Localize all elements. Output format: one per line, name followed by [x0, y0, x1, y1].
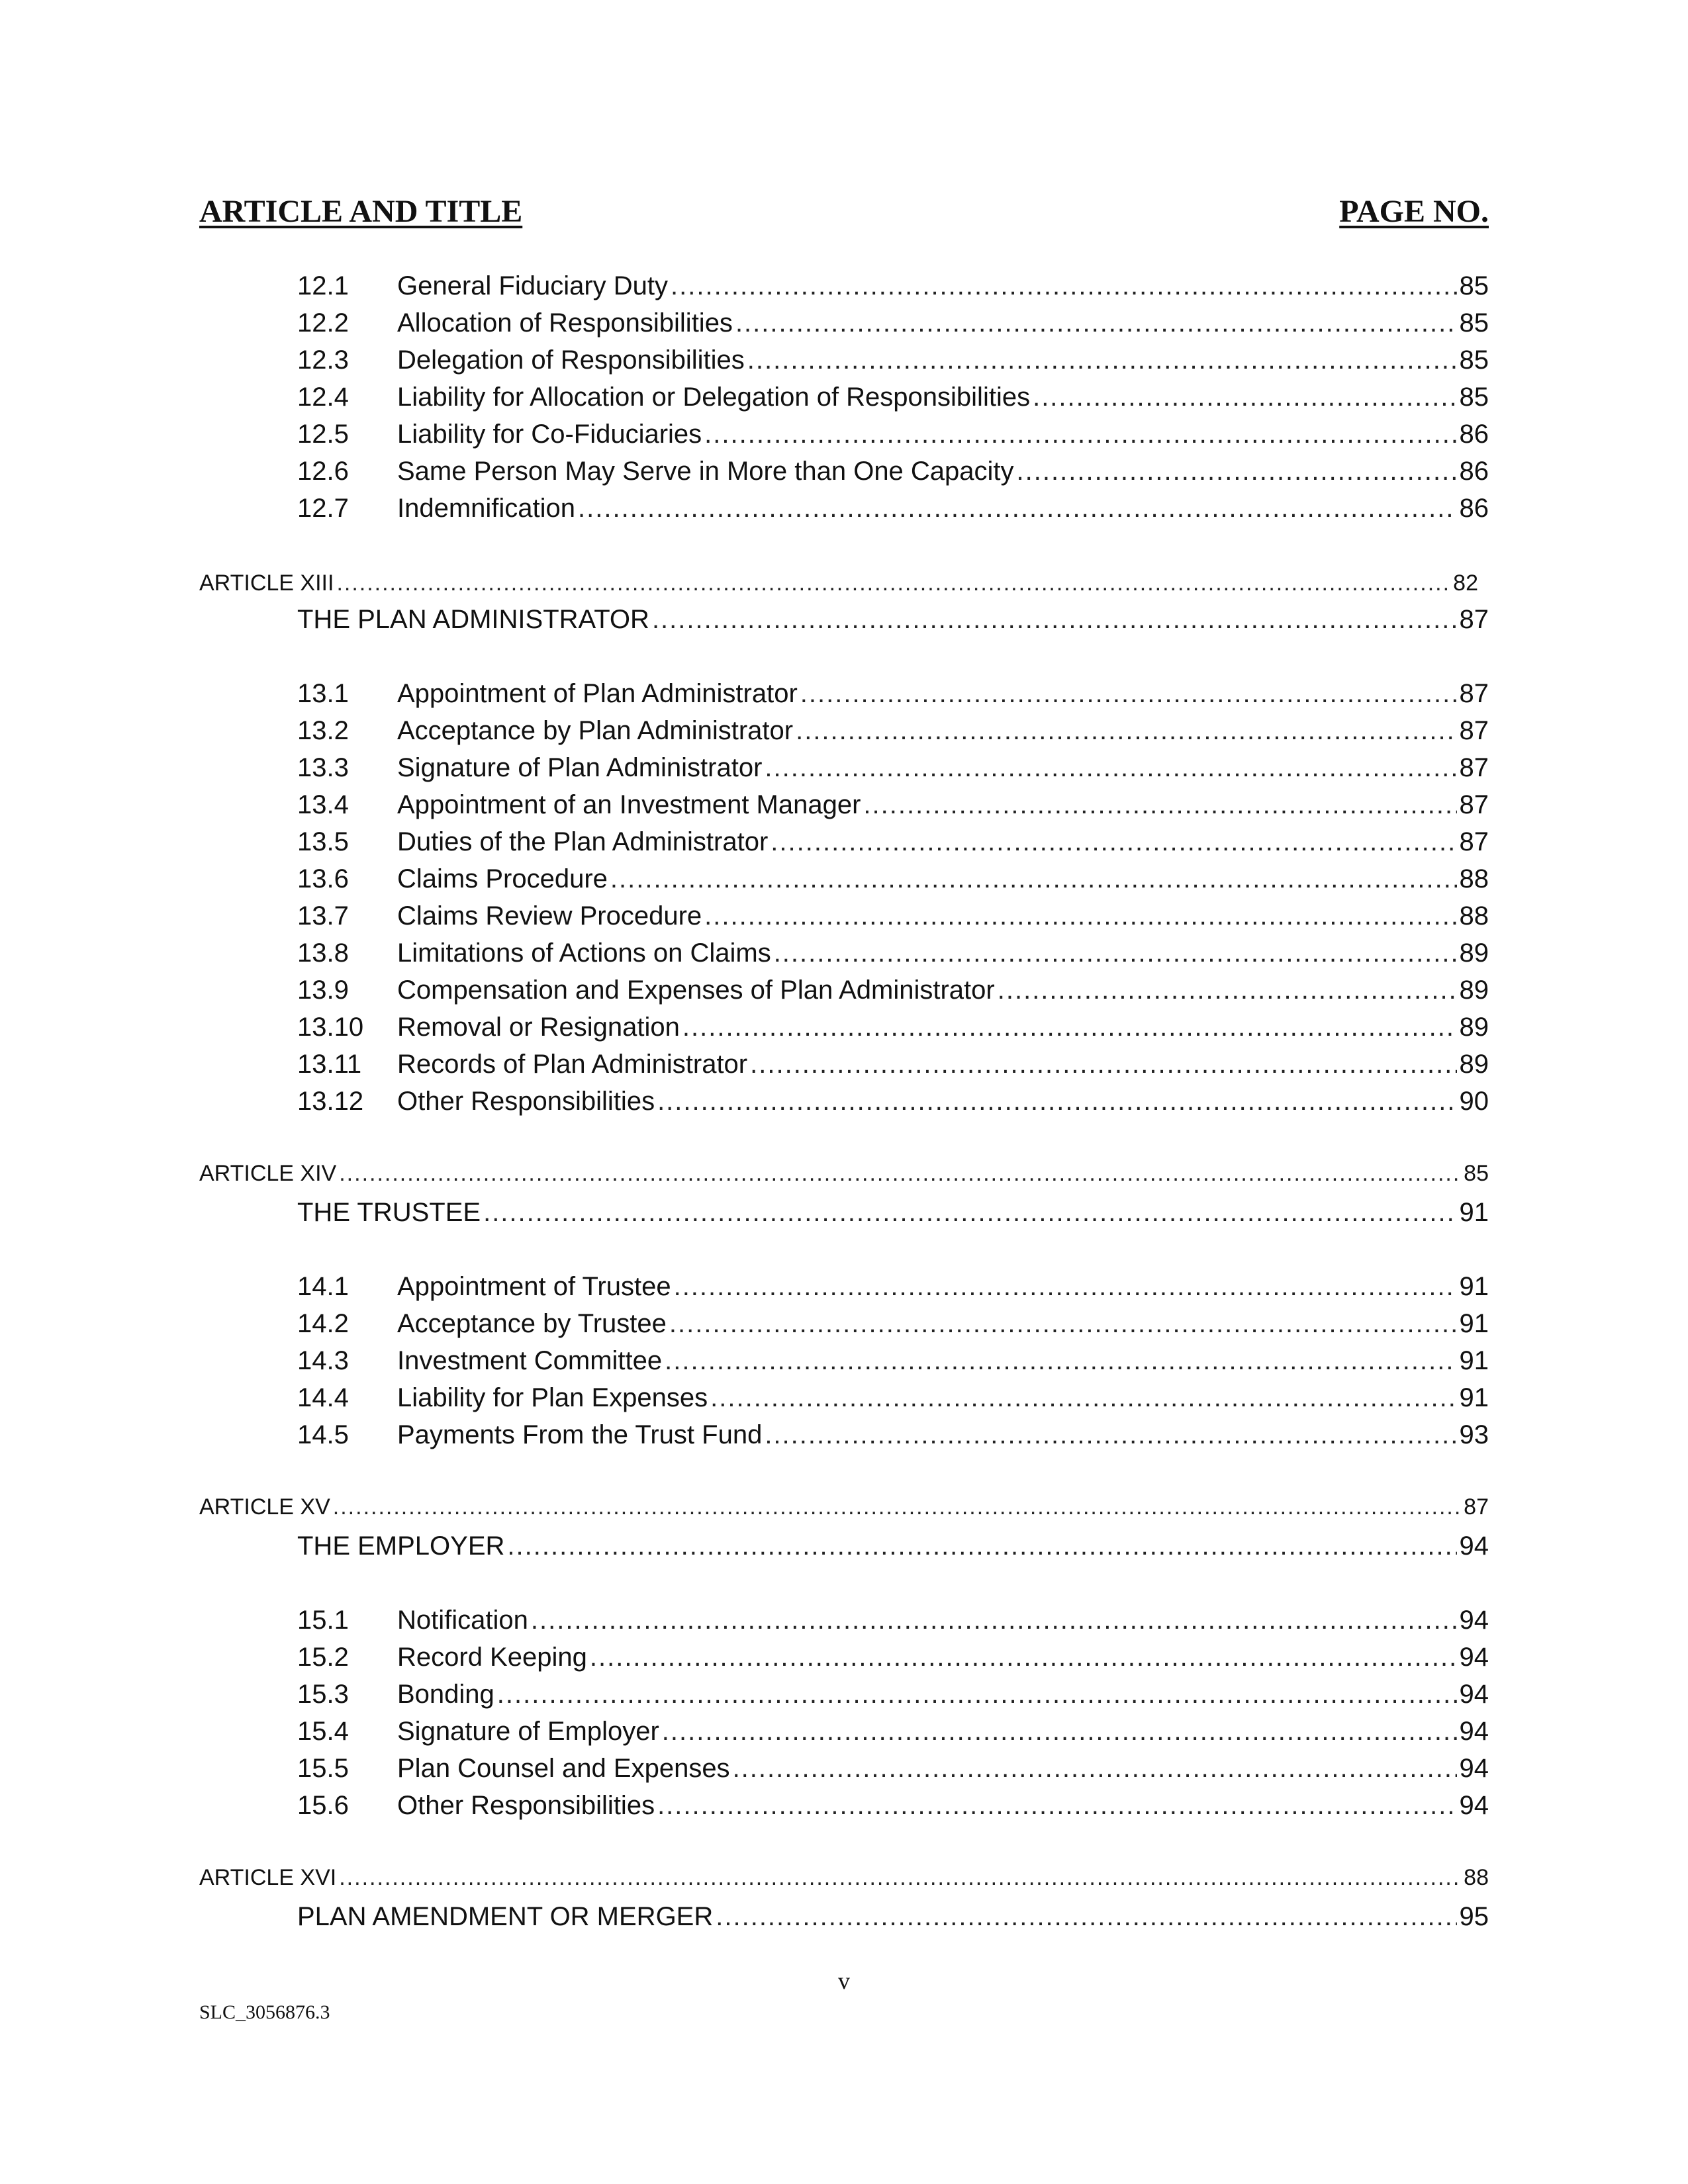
section-number: 14.1	[297, 1272, 349, 1301]
dot-leader	[674, 1273, 1457, 1300]
section-title: Liability for Plan Expenses	[397, 1383, 708, 1412]
dot-leader	[590, 1644, 1457, 1670]
section-title: Records of Plan Administrator	[397, 1050, 748, 1079]
section-title: Claims Review Procedure	[397, 901, 702, 931]
page-number: 87	[1464, 1494, 1489, 1520]
toc-entry	[297, 940, 1489, 966]
toc-entry	[297, 977, 1489, 1003]
section-number: 12.7	[297, 494, 349, 523]
article-title: THE EMPLOYER	[297, 1531, 505, 1561]
dot-leader	[483, 1199, 1456, 1226]
toc-entry	[297, 1681, 1489, 1707]
section-title: Removal or Resignation	[397, 1013, 680, 1042]
toc-entry	[297, 903, 1489, 929]
dot-leader	[665, 1347, 1456, 1374]
dot-leader	[1017, 458, 1457, 484]
page-number: 94	[1459, 1606, 1489, 1635]
dot-leader	[578, 495, 1456, 522]
section-number: 13.2	[297, 716, 349, 745]
page-number: 85	[1459, 271, 1489, 300]
section-number: 12.2	[297, 308, 349, 338]
toc-entry	[297, 273, 1489, 299]
page-number: 87	[1459, 605, 1489, 634]
page-number: 91	[1459, 1198, 1489, 1227]
page-number: 88	[1464, 1865, 1489, 1890]
section-number: 12.1	[297, 271, 349, 300]
section-title: Bonding	[397, 1680, 494, 1709]
page-number: 93	[1459, 1420, 1489, 1449]
article-heading	[199, 1866, 1489, 1889]
page-number: 87	[1459, 679, 1489, 708]
dot-leader	[800, 680, 1457, 707]
page-number: 85	[1459, 345, 1489, 375]
dot-leader	[671, 273, 1456, 299]
dot-leader	[682, 1014, 1457, 1040]
toc-entry	[297, 866, 1489, 892]
dot-leader	[710, 1385, 1456, 1411]
dot-leader	[652, 606, 1457, 633]
article-heading	[199, 572, 1478, 594]
dot-leader	[339, 1866, 1461, 1889]
toc-entry	[297, 1347, 1489, 1374]
dot-leader	[531, 1607, 1457, 1633]
page-number: 94	[1459, 1717, 1489, 1746]
page-number: 94	[1459, 1791, 1489, 1820]
page-number: 87	[1459, 790, 1489, 819]
dot-leader	[716, 1903, 1456, 1930]
dot-leader	[735, 310, 1457, 336]
dot-leader	[863, 792, 1456, 818]
footer-page-number: v	[838, 1968, 850, 1994]
dot-leader	[750, 1051, 1456, 1077]
toc-entry	[297, 458, 1489, 484]
page-number: 87	[1459, 753, 1489, 782]
toc-entry	[297, 717, 1489, 744]
section-number: 13.11	[297, 1050, 362, 1079]
section-title: Same Person May Serve in More than One Capacity	[397, 457, 1014, 486]
toc-entry	[297, 1792, 1489, 1819]
section-title: Appointment of Trustee	[397, 1272, 671, 1301]
page-number: 89	[1459, 1050, 1489, 1079]
section-number: 12.6	[297, 457, 349, 486]
dot-leader	[774, 940, 1457, 966]
article-title: THE PLAN ADMINISTRATOR	[297, 605, 649, 634]
dot-leader	[662, 1718, 1457, 1745]
page-number: 87	[1459, 827, 1489, 856]
section-number: 13.5	[297, 827, 349, 856]
dot-leader	[610, 866, 1457, 892]
article-title: PLAN AMENDMENT OR MERGER	[297, 1902, 714, 1931]
section-number: 13.10	[297, 1013, 364, 1042]
section-title: Duties of the Plan Administrator	[397, 827, 769, 856]
toc-entry	[297, 1422, 1489, 1448]
section-title: Notification	[397, 1606, 528, 1635]
toc-entry	[297, 1718, 1489, 1745]
toc-entry	[297, 1014, 1489, 1040]
section-title: Other Responsibilities	[397, 1087, 655, 1116]
section-title: Limitations of Actions on Claims	[397, 938, 771, 968]
section-title: Claims Procedure	[397, 864, 608, 893]
toc-entry	[297, 1310, 1489, 1337]
column-header-article: ARTICLE AND TITLE	[199, 194, 523, 229]
page-number: 85	[1464, 1161, 1489, 1186]
page-number: 94	[1459, 1531, 1489, 1561]
page-number: 85	[1459, 308, 1489, 338]
article-heading	[199, 1496, 1489, 1518]
section-number: 13.12	[297, 1087, 364, 1116]
article-heading	[199, 1162, 1489, 1185]
toc-entry	[297, 1051, 1489, 1077]
section-title: Delegation of Responsibilities	[397, 345, 745, 375]
section-number: 14.4	[297, 1383, 349, 1412]
page-number: 89	[1459, 938, 1489, 968]
page-number: 88	[1459, 901, 1489, 931]
toc-entry	[297, 1755, 1489, 1782]
dot-leader	[1033, 384, 1456, 410]
page-number: 91	[1459, 1272, 1489, 1301]
section-number: 15.6	[297, 1791, 349, 1820]
section-number: 15.2	[297, 1643, 349, 1672]
section-number: 14.2	[297, 1309, 349, 1338]
section-title: Compensation and Expenses of Plan Administrator	[397, 976, 995, 1005]
section-title: Record Keeping	[397, 1643, 587, 1672]
toc-entry	[297, 1385, 1489, 1411]
dot-leader	[704, 421, 1456, 447]
dot-leader	[336, 572, 1450, 594]
dot-leader	[657, 1792, 1456, 1819]
toc-entry	[297, 421, 1489, 447]
page-number: 91	[1459, 1309, 1489, 1338]
toc-entry	[297, 384, 1489, 410]
section-title: Signature of Plan Administrator	[397, 753, 763, 782]
dot-leader	[339, 1162, 1461, 1185]
document-id: SLC_3056876.3	[199, 2001, 330, 2023]
page-number: 89	[1459, 1013, 1489, 1042]
section-number: 13.6	[297, 864, 349, 893]
section-title: Appointment of an Investment Manager	[397, 790, 861, 819]
page-number: 88	[1459, 864, 1489, 893]
section-title: Investment Committee	[397, 1346, 663, 1375]
dot-leader	[998, 977, 1457, 1003]
section-number: 13.8	[297, 938, 349, 968]
page-number: 87	[1459, 716, 1489, 745]
toc-entry	[297, 347, 1489, 373]
section-number: 12.4	[297, 383, 349, 412]
section-title: Acceptance by Plan Administrator	[397, 716, 794, 745]
page-number: 82	[1453, 570, 1478, 596]
article-title-entry	[297, 606, 1489, 633]
section-number: 14.5	[297, 1420, 349, 1449]
column-header-page: PAGE NO.	[1339, 194, 1489, 229]
page-number: 90	[1459, 1087, 1489, 1116]
section-title: Liability for Allocation or Delegation of Responsibilities	[397, 383, 1031, 412]
section-title: Signature of Employer	[397, 1717, 659, 1746]
dot-leader	[497, 1681, 1457, 1707]
toc-entry	[297, 792, 1489, 818]
page-number: 94	[1459, 1754, 1489, 1783]
dot-leader	[333, 1496, 1461, 1518]
dot-leader	[733, 1755, 1457, 1782]
dot-leader	[507, 1533, 1456, 1559]
dot-leader	[771, 829, 1456, 855]
article-title: THE TRUSTEE	[297, 1198, 481, 1227]
section-title: Liability for Co-Fiduciaries	[397, 420, 702, 449]
toc-entry	[297, 495, 1489, 522]
section-number: 15.4	[297, 1717, 349, 1746]
page-number: 86	[1459, 494, 1489, 523]
article-title-entry	[297, 1533, 1489, 1559]
article-label: ARTICLE XIV	[199, 1161, 337, 1186]
page-number: 89	[1459, 976, 1489, 1005]
page-number: 86	[1459, 420, 1489, 449]
section-number: 12.5	[297, 420, 349, 449]
section-number: 13.4	[297, 790, 349, 819]
section-number: 15.5	[297, 1754, 349, 1783]
dot-leader	[657, 1088, 1456, 1115]
article-label: ARTICLE XV	[199, 1494, 330, 1520]
section-title: Indemnification	[397, 494, 576, 523]
section-number: 15.3	[297, 1680, 349, 1709]
toc-entry	[297, 754, 1489, 781]
section-title: Payments From the Trust Fund	[397, 1420, 763, 1449]
page-number: 91	[1459, 1383, 1489, 1412]
page-number: 85	[1459, 383, 1489, 412]
toc-entry	[297, 310, 1489, 336]
dot-leader	[765, 1422, 1456, 1448]
section-title: Other Responsibilities	[397, 1791, 655, 1820]
section-title: Appointment of Plan Administrator	[397, 679, 798, 708]
page-number: 95	[1459, 1902, 1489, 1931]
toc-entry	[297, 829, 1489, 855]
article-title-entry	[297, 1199, 1489, 1226]
section-number: 15.1	[297, 1606, 349, 1635]
article-label: ARTICLE XVI	[199, 1865, 337, 1890]
section-title: Allocation of Responsibilities	[397, 308, 733, 338]
section-number: 13.1	[297, 679, 349, 708]
article-label: ARTICLE XIII	[199, 570, 334, 596]
page-number: 86	[1459, 457, 1489, 486]
dot-leader	[704, 903, 1456, 929]
toc-entry	[297, 1607, 1489, 1633]
toc-entry	[297, 680, 1489, 707]
page-number: 94	[1459, 1680, 1489, 1709]
page-number: 91	[1459, 1346, 1489, 1375]
toc-entry	[297, 1644, 1489, 1670]
article-title-entry	[297, 1903, 1489, 1930]
section-number: 12.3	[297, 345, 349, 375]
section-number: 13.3	[297, 753, 349, 782]
page-number: 94	[1459, 1643, 1489, 1672]
section-number: 13.9	[297, 976, 349, 1005]
section-number: 13.7	[297, 901, 349, 931]
dot-leader	[747, 347, 1457, 373]
section-number: 14.3	[297, 1346, 349, 1375]
toc-entry	[297, 1088, 1489, 1115]
dot-leader	[796, 717, 1456, 744]
section-title: General Fiduciary Duty	[397, 271, 669, 300]
section-title: Acceptance by Trustee	[397, 1309, 667, 1338]
section-title: Plan Counsel and Expenses	[397, 1754, 730, 1783]
toc-entry	[297, 1273, 1489, 1300]
dot-leader	[765, 754, 1456, 781]
dot-leader	[669, 1310, 1457, 1337]
